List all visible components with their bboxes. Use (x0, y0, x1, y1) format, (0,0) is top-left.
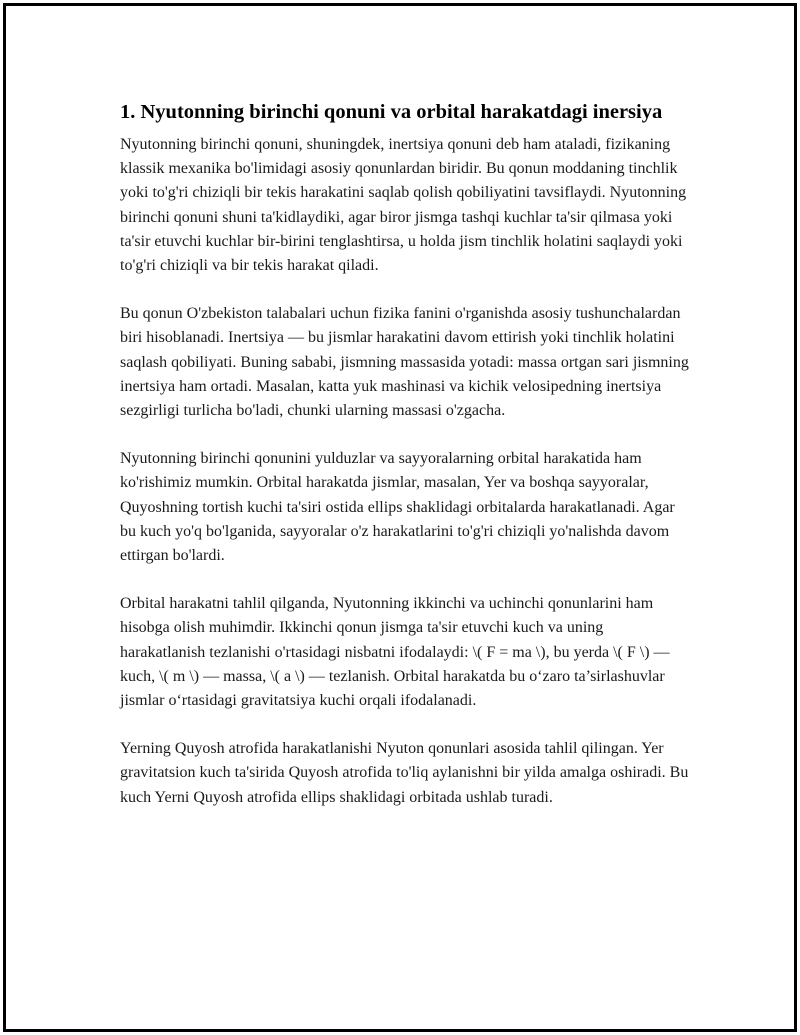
paragraph-2: Bu qonun O'zbekiston talabalari uchun fizika fanini o'rganishda asosiy tushunchalardan biri hisoblanadi. Inertsiya — bu jismlar harakatini davom ettirish yoki tinchlik holatini saqlash qobiliyati. Buning sababi, jismning massasida yotadi: massa ortgan sari jismning inertsiya ham ortadi. Masalan, katta yuk mashinasi va kichik velosipedning inertsiya sezgirligi turlicha bo'ladi, chunki ularning massasi o'zgacha. (120, 305, 689, 420)
paragraph-4: Orbital harakatni tahlil qilganda, Nyutonning ikkinchi va uchinchi qonunlarini ham hisobga olish muhimdir. Ikkinchi qonun jismga ta'sir etuvchi kuch va uning harakatlanish tezlanishi o'rtasidagi nisbatni ifodalaydi: \( F = ma \), bu yerda \( F \) — kuch, \( m \) — massa, \( a \) — tezlanish. Orbital harakatda bu o‘zaro ta’sirlashuvlar jismlar o‘rtasidagi gravitatsiya kuchi orqali ifodalanadi. (120, 595, 670, 710)
document-body (120, 98, 690, 810)
paragraph-5: Yerning Quyosh atrofida harakatlanishi Nyuton qonunlari asosida tahlil qilingan. Yer gravitatsion kuch ta'sirida Quyosh atrofida to'liq aylanishni bir yilda amalga oshiradi. Bu kuch Yerni Quyosh atrofida ellips shaklidagi orbitada ushlab turadi. (120, 740, 689, 806)
section-title: 1. Nyutonning birinchi qonuni va orbital harakatdagi inersiya (120, 101, 663, 123)
page-frame (3, 3, 797, 1032)
paragraph-3: Nyutonning birinchi qonunini yulduzlar va sayyoralarning orbital harakatida ham ko'rishimiz mumkin. Orbital harakatda jismlar, masalan, Yer va boshqa sayyoralar, Quyoshning tortish kuchi ta'siri ostida ellips shaklidagi orbitalarda harakatlanadi. Agar bu kuch yo'q bo'lganida, sayyoralar o'z harakatlarini to'g'ri chiziqli yo'nalishda davom ettirgan bo'lardi. (120, 450, 675, 565)
paragraph-1: Nyutonning birinchi qonuni, shuningdek, inertsiya qonuni deb ham ataladi, fizikaning klassik mexanika bo'limidagi asosiy qonunlardan biridir. Bu qonun moddaning tinchlik yoki to'g'ri chiziqli bir tekis harakatini saqlab qolish qobiliyatini tavsiflaydi. Nyutonning birinchi qonuni shuni ta'kidlaydiki, agar biror jismga tashqi kuchlar ta'sir qilmasa yoki ta'sir etuvchi kuchlar bir-birini tenglashtirsa, u holda jism tinchlik holatini saqlaydi yoki to'g'ri chiziqli va bir tekis harakat qiladi. (120, 136, 687, 275)
